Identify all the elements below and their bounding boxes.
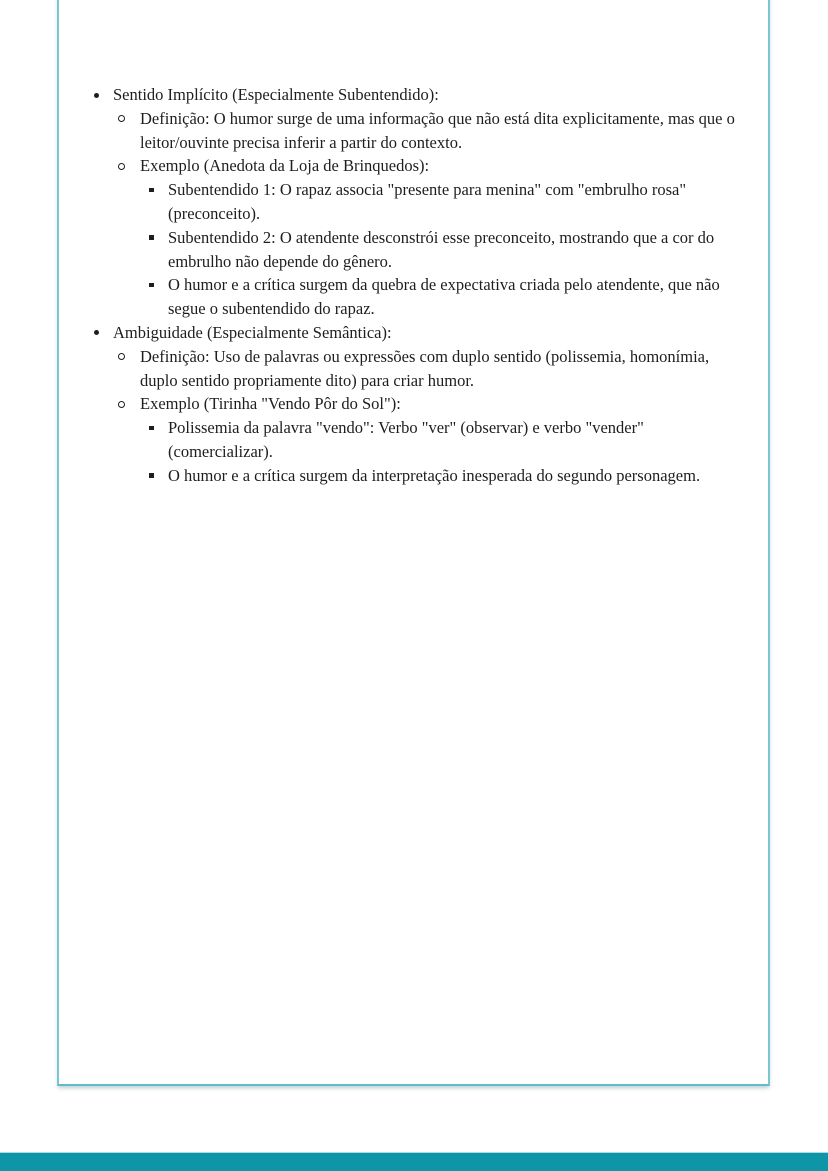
bullet-disc-icon [94, 93, 99, 98]
list-item-text: Sentido Implícito (Especialmente Subentendido): [113, 85, 439, 104]
list-item [113, 154, 746, 321]
list-item-text: Polissemia da palavra "vendo": Verbo "ver" (observar) e verbo "vender" (comercializar). [168, 418, 644, 461]
list-item-text: Definição: Uso de palavras ou expressões com duplo sentido (polissemia, homonímia, duplo sentido propriamente dito) para criar humor. [140, 346, 710, 390]
bullet-list-level-2 [113, 345, 746, 488]
bullet-square-icon [149, 473, 154, 478]
bullet-circle-icon [118, 115, 125, 122]
list-item [140, 178, 746, 226]
list-item [140, 226, 746, 274]
document-sheet [57, 0, 770, 1086]
list-item [140, 464, 746, 488]
bullet-list-level-3 [140, 416, 746, 487]
bullet-list-level-3 [140, 178, 746, 321]
list-item-text: O humor e a crítica surgem da interpretação inesperada do segundo personagem. [168, 465, 701, 485]
list-item-text: Exemplo (Anedota da Loja de Brinquedos): [140, 156, 430, 176]
list-item-text: Definição: O humor surge de uma informação que não está dita explicitamente, mas que o leitor/ouvinte precisa inferir a partir do contexto. [140, 108, 735, 152]
footer-band [0, 1152, 828, 1171]
list-item [113, 392, 746, 487]
bullet-circle-icon [118, 401, 125, 408]
list-item [140, 416, 746, 464]
list-item-text: Ambiguidade (Especialmente Semântica): [113, 322, 392, 342]
bullet-disc-icon [94, 330, 99, 335]
list-item-text: O humor e a crítica surgem da quebra de expectativa criada pelo atendente, que não segue o subentendido do rapaz. [168, 275, 720, 319]
bullet-circle-icon [118, 353, 125, 360]
list-item-text: Subentendido 2: O atendente desconstrói esse preconceito, mostrando que a cor do embrulho não depende do gênero. [168, 227, 715, 271]
bullet-list-level-1 [59, 83, 746, 488]
list-item-text: Exemplo (Tirinha "Vendo Pôr do Sol"): [140, 394, 401, 414]
list-item [59, 83, 746, 321]
list-item-text: Subentendido 1: O rapaz associa "presente para menina" com "embrulho rosa" (preconceito). [168, 180, 687, 223]
bullet-square-icon [149, 426, 154, 431]
list-item [113, 345, 746, 393]
bullet-square-icon [149, 283, 154, 288]
bullet-list-level-2 [113, 107, 746, 321]
list-item [113, 107, 746, 155]
bullet-square-icon [149, 235, 154, 240]
list-item [140, 273, 746, 321]
bullet-circle-icon [118, 163, 125, 170]
document-content [59, 0, 768, 488]
bullet-square-icon [149, 188, 154, 193]
list-item [59, 321, 746, 488]
